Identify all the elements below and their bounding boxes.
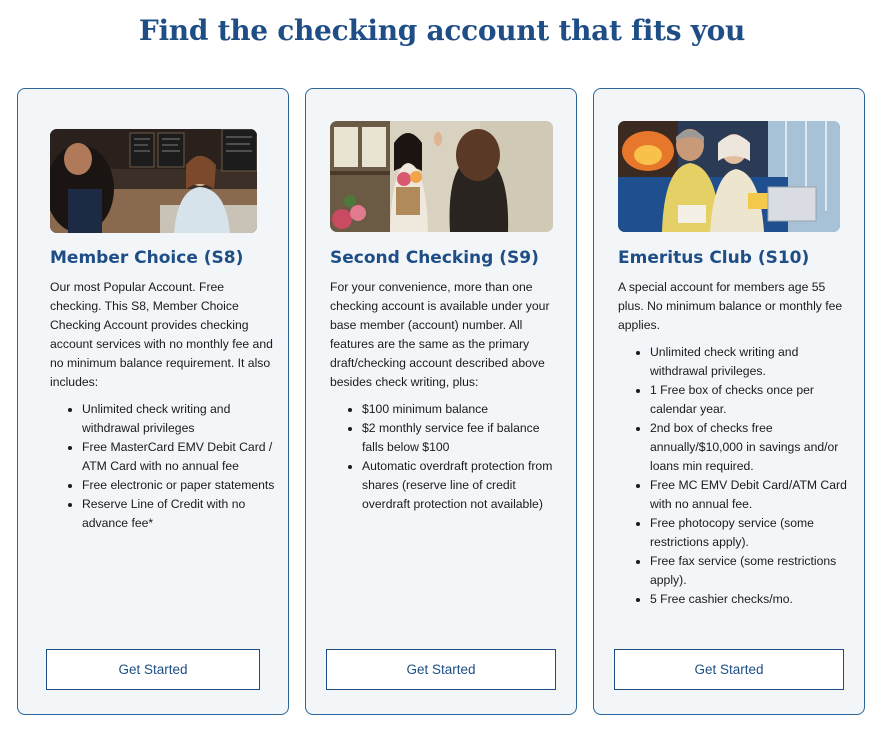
feature-item: • Free photocopy service (some restrictions apply).	[650, 514, 852, 552]
card-title: Emeritus Club (S10)	[618, 248, 810, 268]
senior-couple-photo	[618, 121, 840, 232]
feature-item: • Unlimited check writing and withdrawal privileges	[82, 400, 276, 438]
feature-list	[50, 400, 276, 533]
feature-item: • $100 minimum balance	[362, 400, 564, 419]
feature-item: • Free fax service (some restrictions apply).	[650, 552, 852, 590]
get-started-button[interactable]: Get Started	[614, 649, 844, 690]
card-intro: Our most Popular Account. Free checking. This S8, Member Choice Checking Account provides checking account services with no monthly fee and no minimum balance requirement. It also includes:	[50, 280, 273, 389]
feature-item: • Free MC EMV Debit Card/ATM Card with no annual fee.	[650, 476, 852, 514]
card-intro: A special account for members age 55 plus. No minimum balance or monthly fee applies.	[618, 280, 843, 332]
card-body	[50, 278, 276, 533]
page-title: Find the checking account that fits you	[138, 14, 746, 47]
card-body	[330, 278, 564, 514]
feature-item: • Automatic overdraft protection from shares (reserve line of credit overdraft protection not available)	[362, 457, 564, 514]
feature-item: • Reserve Line of Credit with no advance fee*	[82, 495, 276, 533]
feature-item: • Free electronic or paper statements	[82, 476, 276, 495]
card-title: Member Choice (S8)	[50, 248, 244, 268]
feature-list	[330, 400, 564, 514]
coffee-shop-photo	[50, 129, 257, 233]
feature-item: • $2 monthly service fee if balance falls below $100	[362, 419, 564, 457]
feature-list	[618, 343, 852, 609]
feature-item: • Unlimited check writing and withdrawal privileges.	[650, 343, 852, 381]
flower-shop-photo	[330, 121, 553, 232]
card-intro: For your convenience, more than one checking account is available under your base member (account) number. All features are the same as the primary draft/checking account described above besides check writing, plus:	[330, 280, 550, 389]
account-card-emeritus-club	[593, 88, 865, 715]
account-card-member-choice	[17, 88, 289, 715]
feature-item: • Free MasterCard EMV Debit Card / ATM Card with no annual fee	[82, 438, 276, 476]
card-title: Second Checking (S9)	[330, 248, 539, 268]
feature-item: • 1 Free box of checks once per calendar year.	[650, 381, 852, 419]
feature-item: • 2nd box of checks free annually/$10,000 in savings and/or loans min required.	[650, 419, 852, 476]
get-started-button[interactable]: Get Started	[326, 649, 556, 690]
feature-item: • 5 Free cashier checks/mo.	[650, 590, 852, 609]
account-card-second-checking	[305, 88, 577, 715]
card-body	[618, 278, 852, 609]
get-started-button[interactable]: Get Started	[46, 649, 260, 690]
